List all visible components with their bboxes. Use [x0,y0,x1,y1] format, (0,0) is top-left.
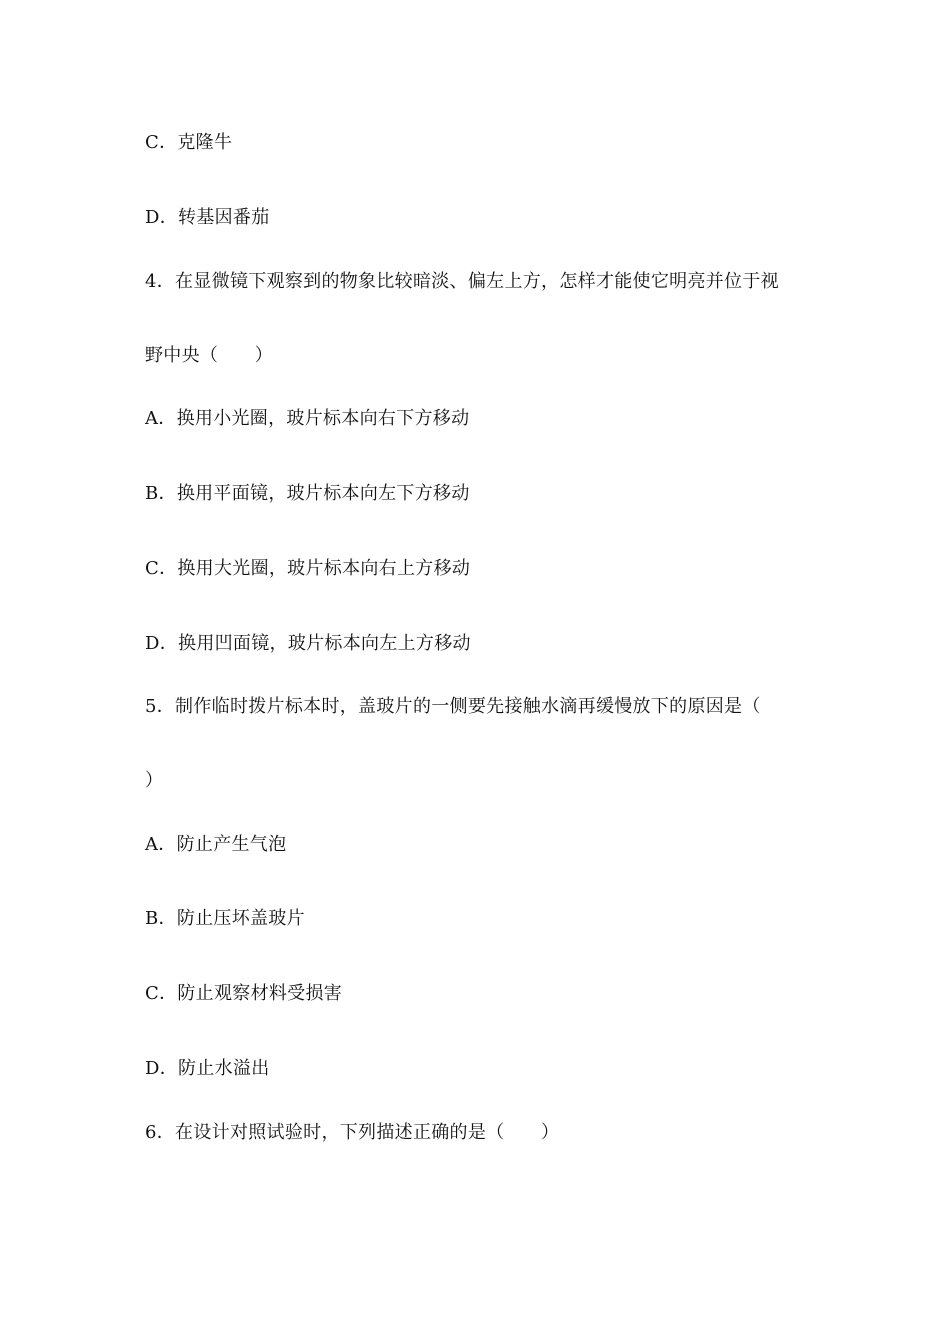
q4-stem-line-1: 4．在显微镜下观察到的物象比较暗淡、偏左上方，怎样才能使它明亮并位于视 [145,271,779,292]
q4-option-b: B．换用平面镜，玻片标本向左下方移动 [145,483,470,504]
q3-option-c: C．克隆牛 [145,132,233,153]
q5-option-d: D．防止水溢出 [145,1058,270,1079]
q4-stem-line-2: 野中央（ ） [145,345,274,366]
q5-option-a: A．防止产生气泡 [145,834,287,855]
q5-option-c: C．防止观察材料受损害 [145,983,343,1004]
q4-option-c: C．换用大光圈，玻片标本向右上方移动 [145,558,471,579]
q3-option-d: D．转基因番茄 [145,207,270,228]
q4-option-d: D．换用凹面镜，玻片标本向左上方移动 [145,633,471,654]
q5-option-b: B．防止压坏盖玻片 [145,908,305,929]
q5-stem-line-1: 5．制作临时拨片标本时，盖玻片的一侧要先接触水滴再缓慢放下的原因是（ [145,696,761,717]
q4-option-a: A．换用小光圈，玻片标本向右下方移动 [145,408,470,429]
q5-stem-line-2: ） [145,770,164,791]
q6-stem: 6．在设计对照试验时，下列描述正确的是（ ） [145,1122,560,1143]
